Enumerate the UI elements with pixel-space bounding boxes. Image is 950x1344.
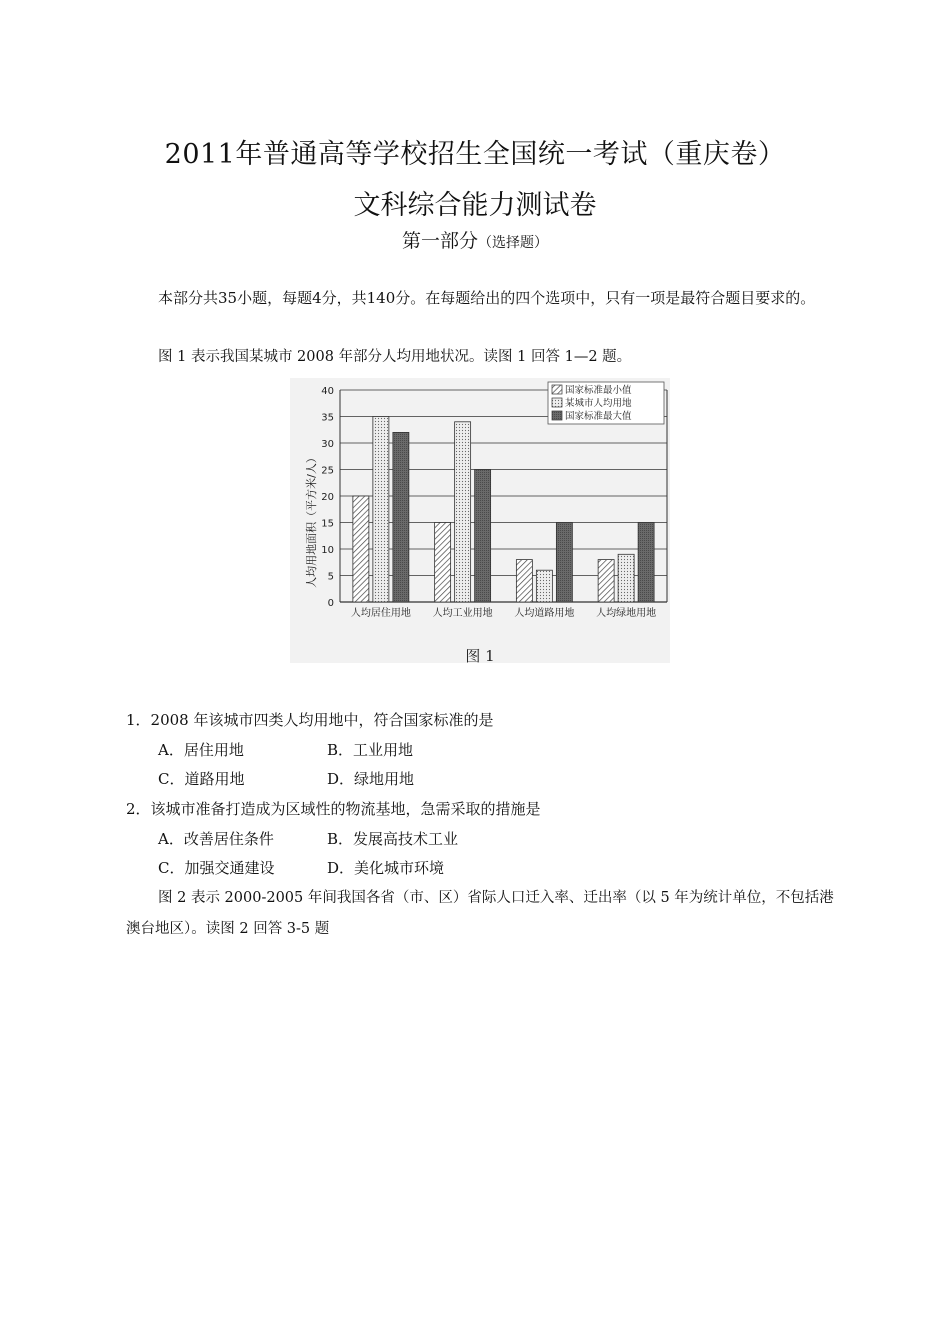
chart-y-axis-label: 人均用地面积（平方米/人） xyxy=(305,452,318,588)
legend-swatch xyxy=(552,398,562,407)
figure-1 xyxy=(290,378,670,663)
chart-y-tick-label: 30 xyxy=(321,439,334,450)
chart-y-tick-label: 0 xyxy=(327,598,334,609)
q2-option-d: D．美化城市环境 xyxy=(327,859,445,877)
legend-swatch xyxy=(552,411,562,420)
exam-subtitle: 文科综合能力测试卷 xyxy=(353,190,597,221)
chart-y-tick-label: 25 xyxy=(321,465,334,477)
chart-bar xyxy=(455,422,471,602)
legend-label: 国家标准最小值 xyxy=(565,385,632,396)
chart-caption: 图 1 xyxy=(465,647,495,663)
chart-y-tick-label: 35 xyxy=(321,412,334,424)
section-intro: 本部分共35小题，每题4分，共140分。在每题给出的四个选项中，只有一项是最符合题目要求的。 xyxy=(158,289,816,307)
chart-y-tick-label: 5 xyxy=(327,571,334,583)
figure1-lead: 图 1 表示我国某城市 2008 年部分人均用地状况。读图 1 回答 1—2 题。 xyxy=(158,349,632,365)
chart-bar xyxy=(353,496,369,602)
chart-bar xyxy=(556,523,572,603)
chart-bar xyxy=(475,470,491,603)
chart-x-tick-label: 人均绿地用地 xyxy=(596,608,657,619)
question-1-stem: 1．2008 年该城市四类人均用地中，符合国家标准的是 xyxy=(126,711,494,729)
chart-y-tick-label: 10 xyxy=(321,545,334,556)
chart-y-tick-label: 40 xyxy=(321,386,334,397)
chart-bar xyxy=(435,523,451,603)
legend-label: 某城市人均用地 xyxy=(565,398,632,409)
q1-option-b: B．工业用地 xyxy=(327,741,414,759)
chart-x-tick-label: 人均居住用地 xyxy=(350,608,411,619)
chart-y-tick-label: 15 xyxy=(321,518,334,530)
part-note: （选择题） xyxy=(478,235,548,251)
chart-y-tick-label: 20 xyxy=(321,492,334,503)
q2-option-c: C．加强交通建设 xyxy=(158,859,275,877)
chart-x-tick-label: 人均道路用地 xyxy=(514,608,575,619)
chart-bar xyxy=(598,560,614,602)
chart-bar xyxy=(393,432,409,602)
chart-bar xyxy=(516,560,532,602)
figure2-lead: 图 2 表示 2000-2005 年间我国各省（市、区）省际人口迁入率、迁出率（以 5 年为统计单位，不包括港澳台地区）。读图 2 回答 3-5 题 xyxy=(126,890,834,937)
chart-bar xyxy=(536,570,552,602)
q2-option-b: B．发展高技术工业 xyxy=(327,830,459,848)
bar-chart xyxy=(290,378,670,663)
q1-option-d: D．绿地用地 xyxy=(327,770,415,788)
q1-option-c: C．道路用地 xyxy=(158,770,245,788)
exam-title: 2011年普通高等学校招生全国统一考试（重庆卷） xyxy=(164,139,786,170)
legend-label: 国家标准最大值 xyxy=(565,411,632,422)
chart-bar xyxy=(618,554,634,602)
q2-option-a: A．改善居住条件 xyxy=(158,830,274,848)
part-heading xyxy=(0,226,950,253)
chart-x-tick-label: 人均工业用地 xyxy=(432,608,493,619)
chart-bar xyxy=(638,523,654,603)
part-title: 第一部分 xyxy=(401,230,478,252)
q1-option-a: A．居住用地 xyxy=(158,741,244,759)
question-2-stem: 2．该城市准备打造成为区域性的物流基地，急需采取的措施是 xyxy=(126,800,541,818)
legend-swatch xyxy=(552,385,562,394)
chart-bar xyxy=(373,417,389,603)
